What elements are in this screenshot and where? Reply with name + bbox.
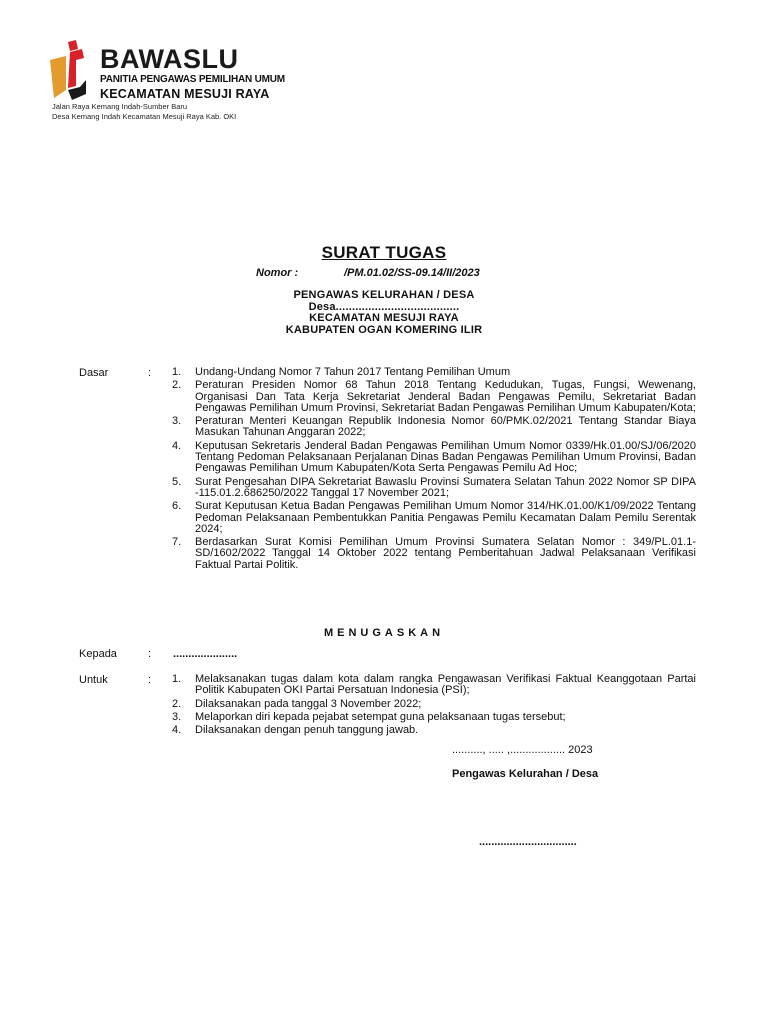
- document-title: SURAT TUGAS: [321, 243, 447, 262]
- nomor-value: /PM.01.02/SS-09.14/II/2023: [344, 267, 480, 279]
- heading-block: [0, 290, 768, 336]
- dasar-colon: :: [148, 367, 152, 379]
- list-item: [172, 699, 696, 710]
- list-item: [172, 477, 696, 500]
- nomor-label: Nomor :: [256, 267, 299, 279]
- list-item-text: Peraturan Presiden Nomor 68 Tahun 2018 Tentang Kedudukan, Tugas, Fungsi, Wewenang, Organisasi Dan Tata Kerja Sekretariat Jenderal Badan Pengawas Pemilu, Sekretariat Badan Pengawas Pemilihan Umum Provinsi, Sekretariat Badan Pengawas Pemilihan Umum Kabupaten/Kota;: [195, 379, 696, 414]
- kepada-label: Kepada: [79, 648, 117, 660]
- list-item-number: 1.: [172, 366, 182, 378]
- list-item-number: 7.: [172, 536, 182, 549]
- list-item: [172, 537, 696, 571]
- list-item-number: 2.: [172, 697, 182, 710]
- list-item-text: Berdasarkan Surat Komisi Pemilihan Umum Provinsi Sumatera Selatan Nomor : 349/PL.01.1-SD/1602/2022 Tanggal 14 Oktober 2022 tentang Pemberitahuan Jadwal Pelaksanaan Verifikasi Faktual Partai Politik.: [195, 536, 696, 571]
- list-item-text: Melaksanakan tugas dalam kota dalam rangka Pengawasan Verifikasi Faktual Keanggotaan Partai Politik Kabupaten OKI Partai Persatuan Indonesia (PSI);: [195, 673, 696, 697]
- brand-name: BAWASLU: [100, 44, 239, 74]
- untuk-list: [172, 674, 696, 738]
- list-item: [172, 712, 696, 723]
- heading-line-4: KABUPATEN OGAN KOMERING ILIR: [285, 323, 483, 336]
- dasar-label: Dasar: [79, 367, 109, 379]
- kepada-colon: :: [148, 648, 152, 660]
- heading-line-3: KECAMATAN MESUJI RAYA: [309, 312, 459, 324]
- list-item: [172, 380, 696, 414]
- list-item: [172, 501, 696, 535]
- district-name: KECAMATAN MESUJI RAYA: [100, 87, 270, 101]
- list-item-text: Surat Keputusan Ketua Badan Pengawas Pemilihan Umum Nomor 314/HK.01.00/K1/09/2022 Tentang Pedoman Pelaksanaan Pembentukkan Panitia Pengawas Pemilu Kecamatan Dalam Pemilu Serentak 2024;: [195, 500, 696, 535]
- dasar-list: [172, 367, 696, 573]
- address-line-2: Desa Kemang Indah Kecamatan Mesuji Raya Kab. OKI: [52, 112, 237, 121]
- address-line-1: Jalan Raya Kemang Indah-Sumber Baru: [52, 102, 188, 111]
- list-item-number: 6.: [172, 500, 182, 513]
- list-item-number: 3.: [172, 415, 182, 428]
- list-item-text: Peraturan Menteri Keuangan Republik Indonesia Nomor 60/PMK.02/2021 Tentang Standar Biaya Masukan Tahunan Anggaran 2022;: [195, 415, 696, 439]
- organization-name: PANITIA PENGAWAS PEMILIHAN UMUM: [100, 74, 285, 85]
- list-item-number: 4.: [172, 439, 182, 452]
- list-item-number: 4.: [172, 724, 182, 737]
- list-item-number: 1.: [172, 673, 182, 685]
- list-item-number: 2.: [172, 379, 182, 392]
- list-item-text: Undang-Undang Nomor 7 Tahun 2017 Tentang Pemilihan Umum: [195, 366, 511, 378]
- list-item: [172, 367, 696, 378]
- heading-line-2: Desa......................................: [308, 300, 460, 313]
- bawaslu-logo-icon: [46, 40, 96, 102]
- signature-line: ................................: [479, 836, 577, 848]
- heading-line-1: PENGAWAS KELURAHAN / DESA: [293, 289, 475, 301]
- menugaskan-heading: MENUGASKAN: [323, 627, 445, 639]
- list-item-text: Dilaksanakan pada tanggal 3 November 2022;: [195, 697, 422, 710]
- list-item-text: Keputusan Sekretaris Jenderal Badan Pengawas Pemilihan Umum Nomor 0339/Hk.01.00/SJ/06/2020 Tentang Pedoman Pelaksanaan Perjalanan Dinas Badan Pengawas Pemilihan Umum Provinsi, Badan Pengawas Pemilihan Umum Kabupaten/Kota Serta Pengawas Pemilu Ad Hoc;: [195, 439, 696, 475]
- list-item: [172, 674, 696, 697]
- date-line: .........., ..... ,.................. 2023: [452, 744, 593, 756]
- list-item-number: 5.: [172, 475, 182, 488]
- list-item-text: Dilaksanakan dengan penuh tanggung jawab.: [195, 724, 419, 737]
- untuk-colon: :: [148, 674, 152, 686]
- list-item: [172, 416, 696, 439]
- untuk-label: Untuk: [79, 674, 108, 686]
- kepada-value: .....................: [173, 648, 238, 660]
- list-item-number: 3.: [172, 710, 182, 723]
- list-item-text: Melaporkan diri kepada pejabat setempat guna pelaksanaan tugas tersebut;: [195, 710, 566, 723]
- letterhead: [46, 40, 346, 130]
- signer-title: Pengawas Kelurahan / Desa: [452, 768, 599, 780]
- list-item: [172, 725, 696, 736]
- list-item-text: Surat Pengesahan DIPA Sekretariat Bawaslu Provinsi Sumatera Selatan Tahun 2022 Nomor SP DIPA -115.01.2.686250/2022 Tanggal 17 November 2021;: [195, 475, 696, 499]
- list-item: [172, 441, 696, 475]
